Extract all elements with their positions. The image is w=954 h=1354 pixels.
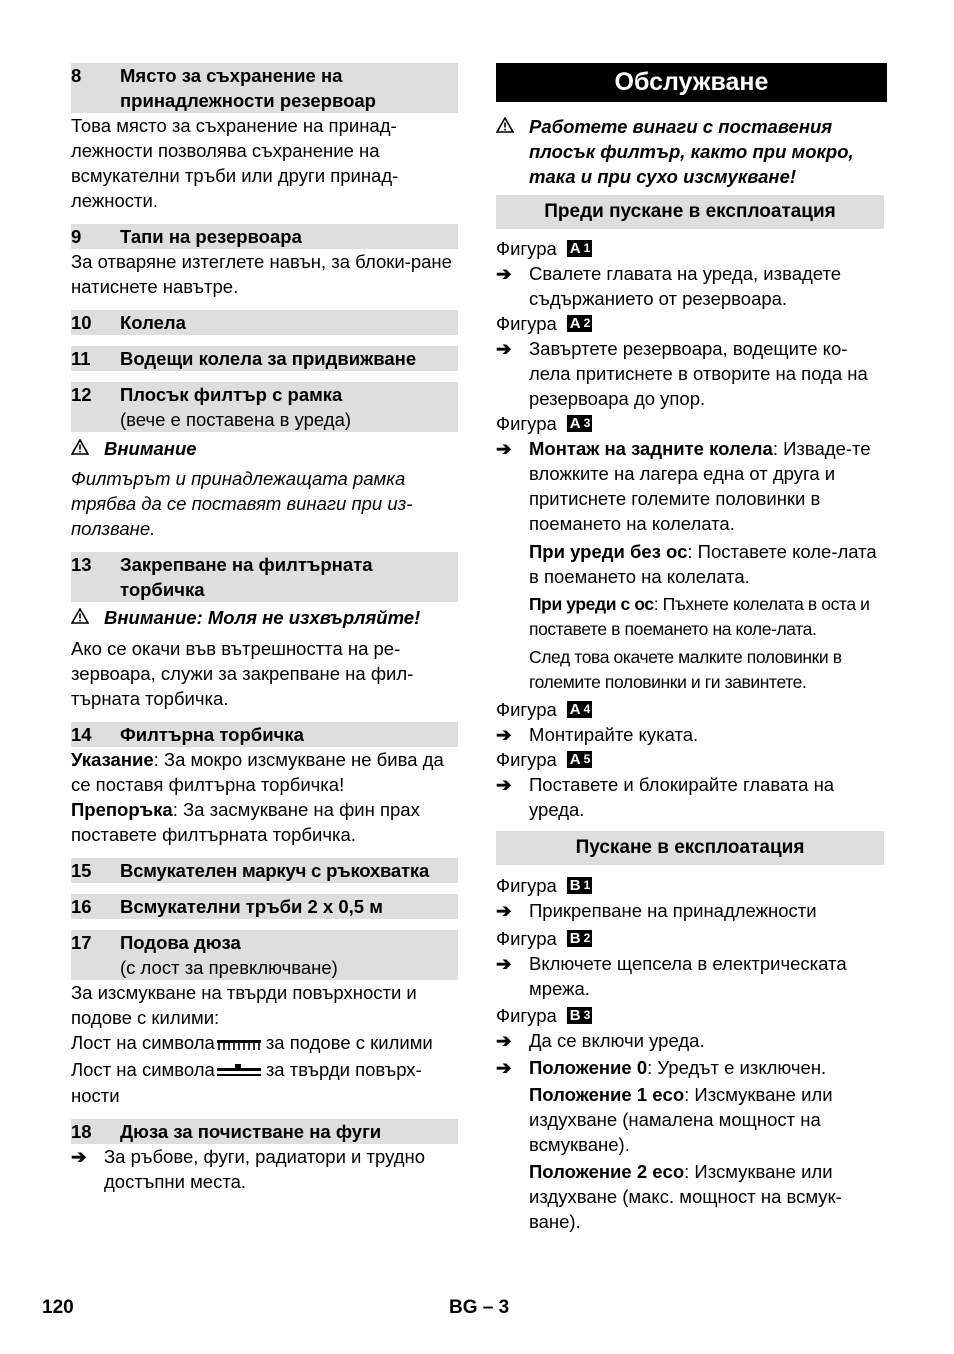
lever-hard-floor-line xyxy=(71,1057,458,1084)
item-11-heading xyxy=(71,346,458,371)
item-number: 9 xyxy=(71,226,82,247)
lever-carpet-line xyxy=(71,1030,458,1057)
figure-label: Фигура xyxy=(496,749,557,770)
right-arrow-icon: ➔ xyxy=(496,438,512,459)
lever-label: Лост на символа xyxy=(71,1058,215,1080)
step-sub-paragraph: При уреди без ос: Поставете коле-лата в поемането на колелата. xyxy=(529,541,877,587)
figure-badge: A 4 xyxy=(567,701,593,718)
item-title: Закрепване на филтърната торбичка xyxy=(120,554,373,600)
item-title: Филтърна торбичка xyxy=(120,724,304,745)
right-arrow-icon: ➔ xyxy=(496,263,512,284)
step-item xyxy=(496,336,887,411)
recommendation-label: Препоръка xyxy=(71,799,173,820)
item-number: 18 xyxy=(71,1121,92,1143)
step-item xyxy=(496,772,887,822)
step-sub-paragraph: Положение 1 eco: Изсмукване или издухване (намалена мощност на всмукване). xyxy=(529,1084,833,1155)
step-text: Монтаж на задните колела: Изваде-те вложките на лагера една от друга и притиснете големите половинки в поемането на колелата. xyxy=(529,438,871,534)
page-number: 120 xyxy=(42,1297,74,1318)
figure-ref xyxy=(496,311,887,336)
step-item xyxy=(496,951,887,1001)
figure-label: Фигура xyxy=(496,875,557,896)
figure-label: Фигура xyxy=(496,699,557,720)
step-sub-paragraph: След това окачете малките половинки в големите половинки и ги завинтете. xyxy=(529,647,842,692)
lever-label: Лост на символа xyxy=(71,1032,215,1053)
figure-badge: B 1 xyxy=(567,877,593,894)
note-label: Указание xyxy=(71,749,154,770)
lever-desc: за твърди повърх- xyxy=(265,1058,422,1080)
step-text: Включете щепсела в електрическата мрежа. xyxy=(529,953,847,999)
item-16-heading xyxy=(71,894,458,919)
hard-floor-symbol-icon xyxy=(217,1058,261,1083)
left-column xyxy=(71,63,458,1194)
figure-label: Фигура xyxy=(496,313,557,334)
figure-badge: A 2 xyxy=(567,315,593,332)
item-number: 12 xyxy=(71,384,92,405)
step-sub-paragraph: При уреди с ос: Пъхнете колелата в оста и поставете в поемането на коле-лата. xyxy=(529,594,870,639)
item-8-text: Това място за съхранение на принад-лежности позволява съхранение на всмукателни тръби или други принад-лежности. xyxy=(71,115,399,211)
warning-triangle-icon xyxy=(496,115,529,140)
warning-text: Работете винаги с поставения плосък филтър, както при мокро, така и при сухо изсмукване! xyxy=(529,116,854,187)
item-9-heading xyxy=(71,224,458,249)
item-title: Водещи колела за придвижване xyxy=(120,348,417,369)
item-15-heading xyxy=(71,858,458,883)
figure-ref xyxy=(496,873,887,898)
warning-1 xyxy=(71,436,458,462)
step-item xyxy=(496,261,887,311)
step-text: Да се включи уреда. xyxy=(529,1030,705,1051)
item-number: 16 xyxy=(71,896,92,917)
step-text: Монтирайте куката. xyxy=(529,724,699,745)
warning-label: Внимание: Моля не изхвърляйте! xyxy=(104,607,421,628)
section-heading-start-up: Пускане в експлоатация xyxy=(496,831,884,865)
step-item xyxy=(496,1028,887,1053)
item-number: 8 xyxy=(71,65,82,86)
item-17-text: За изсмукване на твърди повърхности и подове с килими: xyxy=(71,982,417,1028)
right-arrow-icon: ➔ xyxy=(496,1030,512,1051)
item-13-text: Ако се окачи във вътрешността на ре-зервоара, служи за закрепване на фил-търната торбичка. xyxy=(71,638,414,709)
item-title: Подова дюза xyxy=(120,932,241,953)
figure-label: Фигура xyxy=(496,238,557,259)
figure-badge: A 1 xyxy=(567,240,593,257)
figure-ref xyxy=(496,926,887,951)
bullet-item xyxy=(71,1144,458,1194)
item-number: 17 xyxy=(71,932,92,953)
figure-badge: A 5 xyxy=(567,751,593,768)
warning-2 xyxy=(71,605,458,631)
right-arrow-icon: ➔ xyxy=(496,338,512,359)
right-arrow-icon: ➔ xyxy=(71,1146,87,1168)
item-subtitle: (с лост за превключване) xyxy=(120,957,338,978)
item-number: 15 xyxy=(71,860,92,881)
step-text: Завъртете резервоара, водещите ко-лела притиснете в отворите на пода на резервоара до упор. xyxy=(529,338,868,409)
figure-label: Фигура xyxy=(496,928,557,949)
lever-hard-floor-cont: ности xyxy=(71,1085,120,1107)
right-arrow-icon: ➔ xyxy=(496,724,512,745)
right-column xyxy=(496,63,887,1234)
item-9-text: За отваряне изтеглете навън, за блоки-ране натиснете навътре. xyxy=(71,251,452,297)
figure-badge: B 3 xyxy=(567,1007,593,1024)
figure-ref xyxy=(496,411,887,436)
right-arrow-icon: ➔ xyxy=(496,774,512,795)
item-12-heading xyxy=(71,382,458,432)
item-number: 10 xyxy=(71,312,92,333)
figure-ref xyxy=(496,747,887,772)
item-14-note xyxy=(71,747,458,797)
step-text: Положение 0: Уредът е изключен. xyxy=(529,1057,827,1078)
warning-label: Внимание xyxy=(104,438,197,459)
right-arrow-icon: ➔ xyxy=(496,953,512,974)
step-item xyxy=(496,722,887,747)
item-17-heading xyxy=(71,930,458,980)
bullet-text: За ръбове, фуги, радиатори и трудно достъпни места. xyxy=(104,1146,426,1193)
item-subtitle: (вече е поставена в уреда) xyxy=(120,409,352,430)
step-item xyxy=(496,898,887,923)
step-text: Прикрепване на принадлежности xyxy=(529,900,817,921)
warning-triangle-icon xyxy=(71,606,104,631)
item-10-heading xyxy=(71,310,458,335)
section-heading-before-use: Преди пускане в експлоатация xyxy=(496,195,884,229)
item-8-heading xyxy=(71,63,458,113)
step-sub-paragraph: Положение 2 eco: Изсмукване или издухване (макс. мощност на всмук-ване). xyxy=(529,1161,842,1232)
right-arrow-icon: ➔ xyxy=(496,1057,512,1078)
page-code: BG – 3 xyxy=(449,1297,510,1318)
item-13-heading xyxy=(71,552,458,602)
section-title: Обслужване xyxy=(496,63,887,102)
item-14-recommendation xyxy=(71,797,458,847)
figure-badge: A 3 xyxy=(567,415,593,432)
figure-ref xyxy=(496,697,887,722)
item-title: Място за съхранение на принадлежности резервоар xyxy=(120,65,376,111)
item-title: Плосък филтър с рамка xyxy=(120,384,343,405)
item-title: Дюза за почистване на фуги xyxy=(120,1121,382,1143)
figure-label: Фигура xyxy=(496,413,557,434)
figure-ref xyxy=(496,1003,887,1028)
item-number: 14 xyxy=(71,724,92,745)
lever-desc: за подове с килими xyxy=(265,1032,433,1053)
item-title: Тапи на резервоара xyxy=(120,226,302,247)
figure-label: Фигура xyxy=(496,1005,557,1026)
carpet-symbol-icon xyxy=(217,1032,261,1057)
item-title: Колела xyxy=(120,312,186,333)
right-arrow-icon: ➔ xyxy=(496,900,512,921)
recommendation-text: : За засмукване на фин прах поставете филтърната торбичка. xyxy=(71,799,420,845)
item-14-heading xyxy=(71,722,458,747)
item-number: 11 xyxy=(71,348,91,369)
item-18-heading xyxy=(71,1119,458,1144)
item-title: Всмукателни тръби 2 x 0,5 м xyxy=(120,896,383,917)
item-number: 13 xyxy=(71,554,92,575)
operation-warning xyxy=(496,114,887,189)
item-title: Всмукателен маркуч с ръкохватка xyxy=(120,860,430,881)
step-item xyxy=(496,436,887,536)
warning-1-text: Филтърът и принадлежащата рамка трябва да се поставят винаги при из-ползване. xyxy=(71,468,413,539)
figure-badge: B 2 xyxy=(567,930,593,947)
note-text: : За мокро изсмукване не бива да се поставя филтърна торбичка! xyxy=(71,749,444,795)
step-item xyxy=(496,1055,887,1080)
figure-ref xyxy=(496,236,887,261)
warning-triangle-icon xyxy=(71,437,104,462)
step-text: Свалете главата на уреда, извадете съдържанието от резервоара. xyxy=(529,263,842,309)
step-text: Поставете и блокирайте главата на уреда. xyxy=(529,774,835,820)
